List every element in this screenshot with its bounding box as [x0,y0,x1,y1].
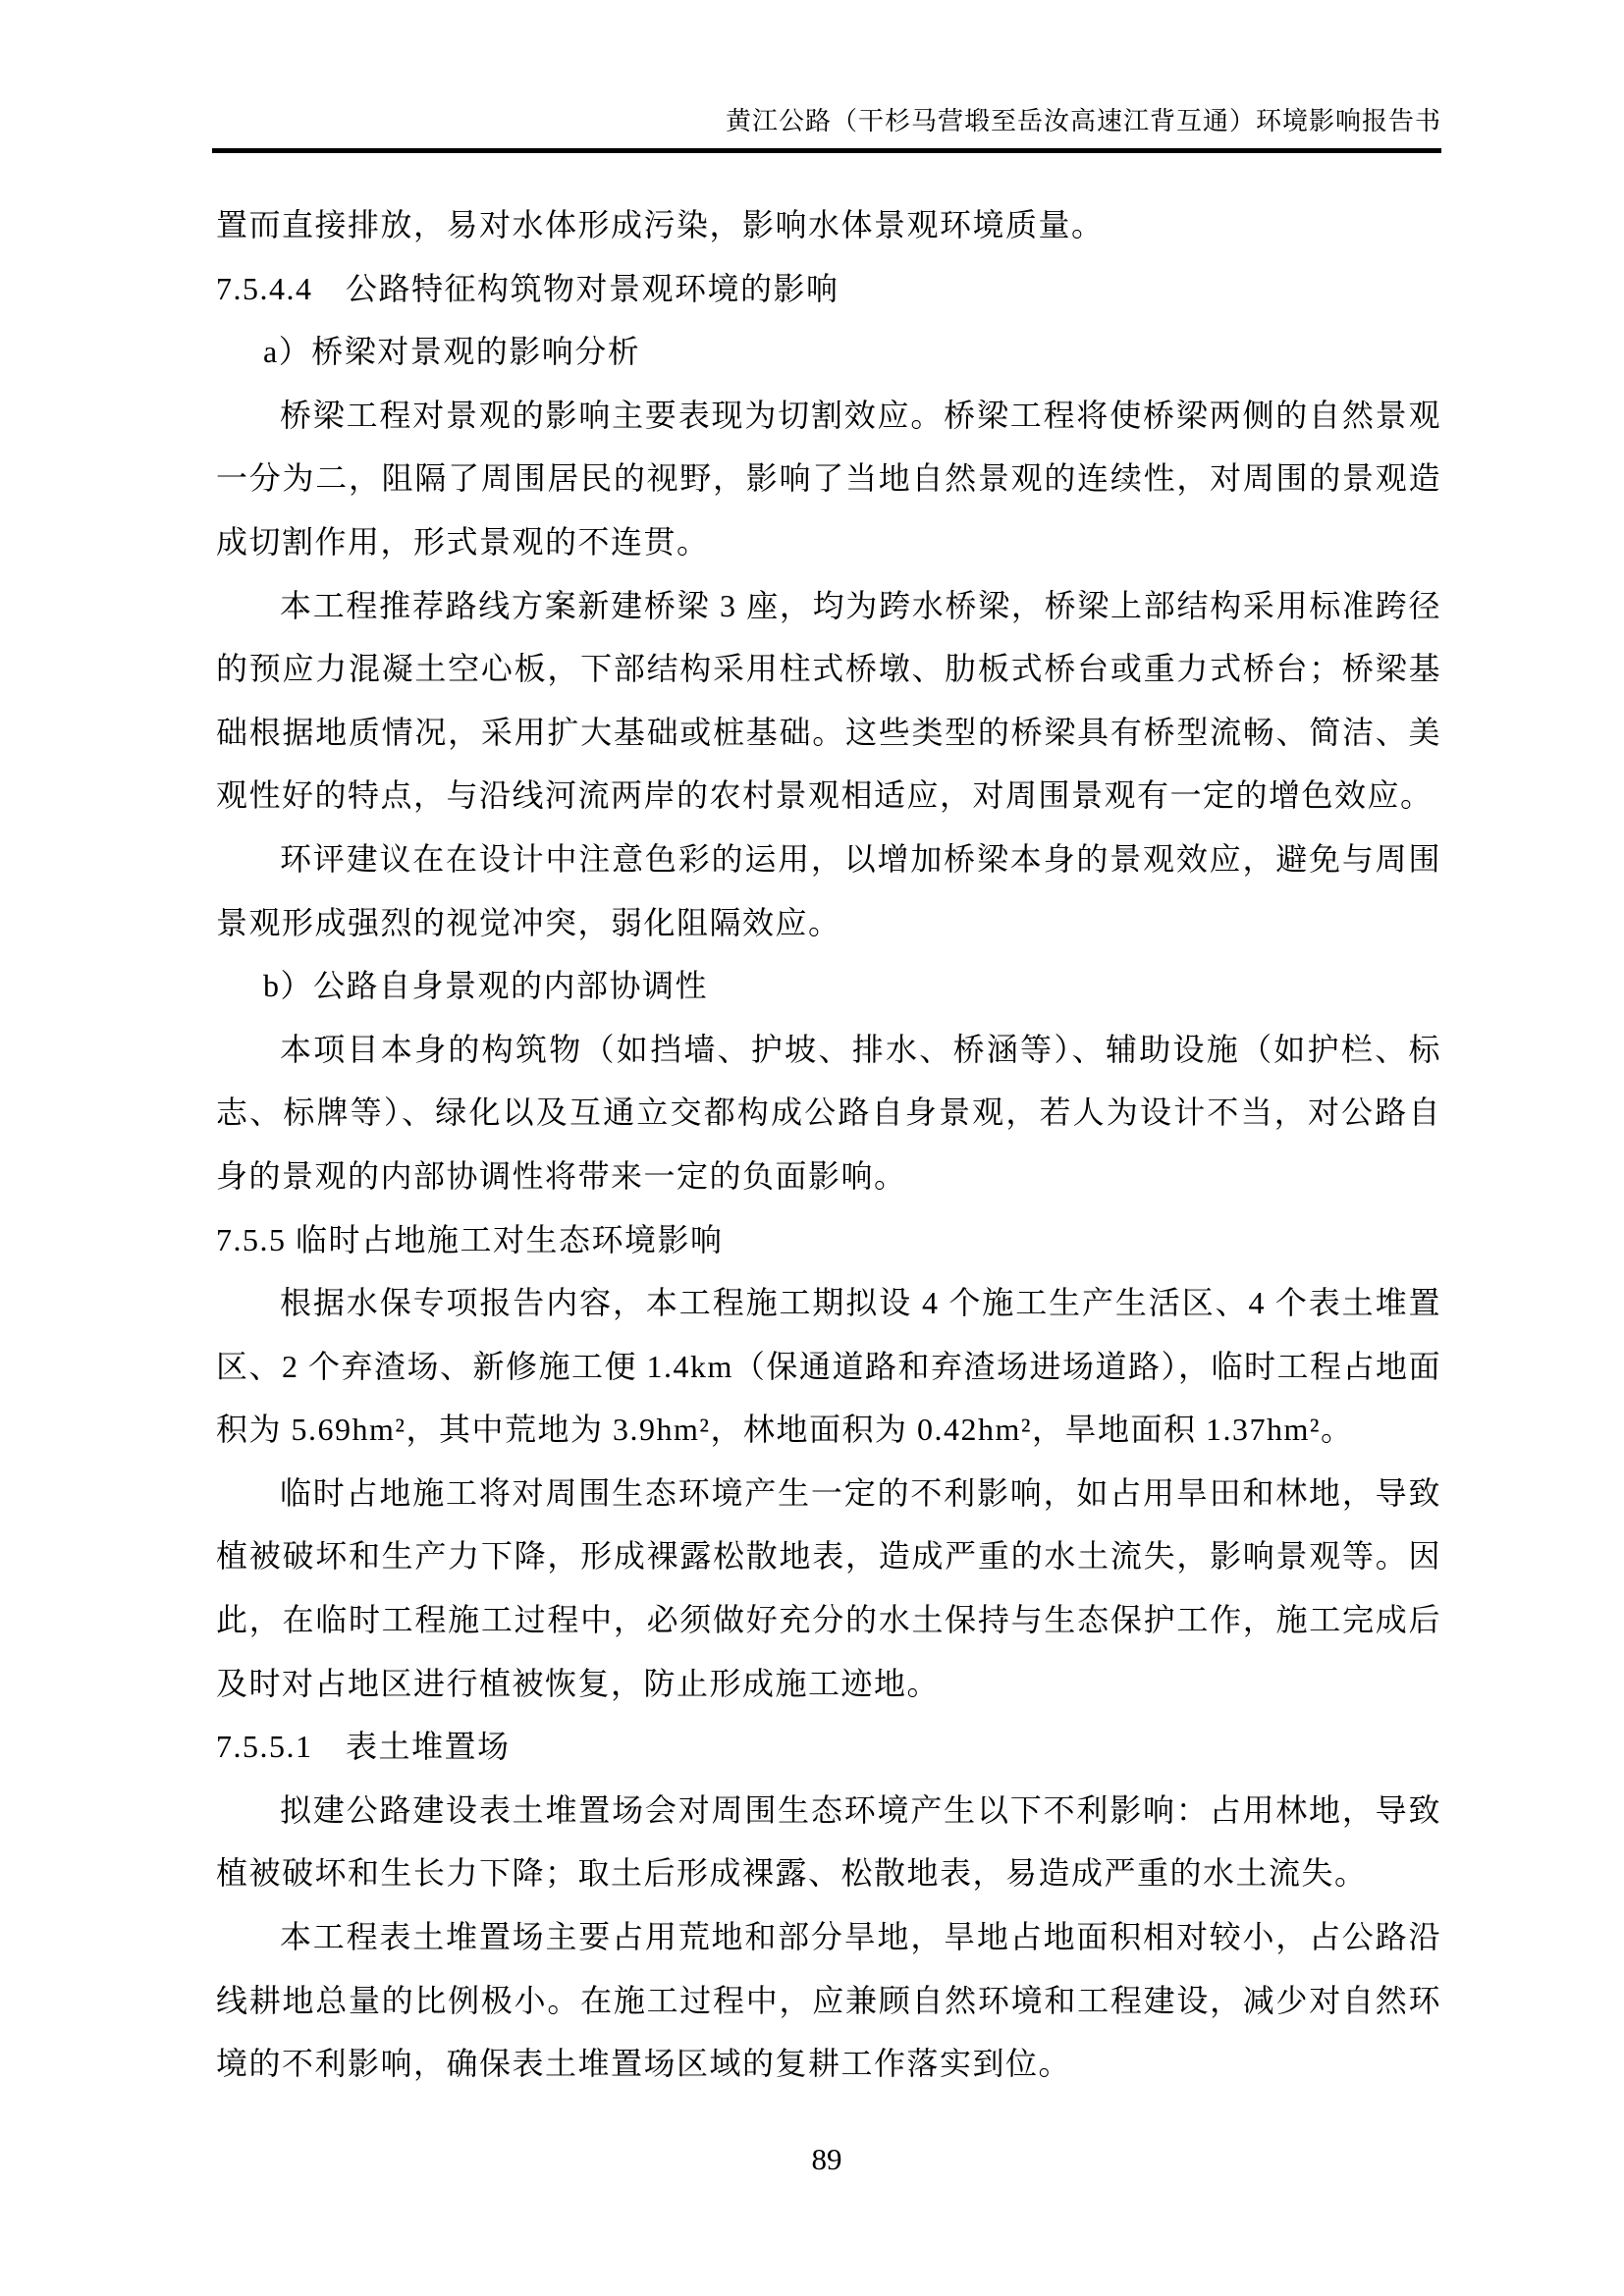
section-heading-7-5-4-4: 7.5.4.4 公路特征构筑物对景观环境的影响 [216,270,839,306]
section-heading-7-5-5-1: 7.5.5.1 表土堆置场 [216,1729,511,1765]
paragraph: 桥梁工程对景观的影响主要表现为切割效应。桥梁工程将使桥梁两侧的自然景观一分为二，阻隔了周围居民的视野，影响了当地自然景观的连续性，对周围的景观造成切割作用，形式景观的不连贯。 [216,397,1441,560]
paragraph: 环评建议在在设计中注意色彩的运用，以增加桥梁本身的景观效应，避免与周围景观形成强烈的视觉冲突，弱化阻隔效应。 [216,840,1441,940]
document-body [216,193,1441,2096]
list-item-b: b）公路自身景观的内部协调性 [263,968,709,1004]
list-item-a: a）桥梁对景观的影响分析 [263,334,641,370]
header-rule [212,148,1441,153]
page-number: 89 [811,2142,842,2176]
paragraph-continuation: 置而直接排放，易对水体形成污染，影响水体景观环境质量。 [216,207,1105,242]
paragraph: 本工程表土堆置场主要占用荒地和部分旱地，旱地占地面积相对较小，占公路沿线耕地总量的比例极小。在施工过程中，应兼顾自然环境和工程建设，减少对自然环境的不利影响，确保表土堆置场区域的复耕工作落实到位。 [216,1919,1441,2082]
section-heading-7-5-5: 7.5.5 临时占地施工对生态环境影响 [216,1221,724,1257]
paragraph: 本工程推荐路线方案新建桥梁 3 座，均为跨水桥梁，桥梁上部结构采用标准跨径的预应力混凝土空心板，下部结构采用柱式桥墩、肋板式桥台或重力式桥台；桥梁基础根据地质情况，采用扩大基础或桩基础。这些类型的桥梁具有桥型流畅、简洁、美观性好的特点，与沿线河流两岸的农村景观相适应，对周围景观有一定的增色效应。 [216,587,1441,814]
paragraph: 临时占地施工将对周围生态环境产生一定的不利影响，如占用旱田和林地，导致植被破坏和生产力下降，形成裸露松散地表，造成严重的水土流失，影响景观等。因此，在临时工程施工过程中，必须做好充分的水土保持与生态保护工作，施工完成后及时对占地区进行植被恢复，防止形成施工迹地。 [216,1474,1441,1701]
paragraph: 根据水保专项报告内容，本工程施工期拟设 4 个施工生产生活区、4 个表土堆置区、2 个弃渣场、新修施工便 1.4km（保通道路和弃渣场进场道路），临时工程占地面积为 5.69hm²，其中荒地为 3.9hm²，林地面积为 0.42hm²，旱地面积 1.37hm²。 [216,1285,1441,1448]
page-header-title: 黄江公路（干杉马营塅至岳汝高速江背互通）环境影响报告书 [725,107,1441,135]
paragraph: 本项目本身的构筑物（如挡墙、护坡、排水、桥涵等）、辅助设施（如护栏、标志、标牌等）、绿化以及互通立交都构成公路自身景观，若人为设计不当，对公路自身的景观的内部协调性将带来一定的负面影响。 [216,1031,1441,1194]
paragraph: 拟建公路建设表土堆置场会对周围生态环境产生以下不利影响：占用林地，导致植被破坏和生长力下降；取土后形成裸露、松散地表，易造成严重的水土流失。 [216,1791,1441,1892]
